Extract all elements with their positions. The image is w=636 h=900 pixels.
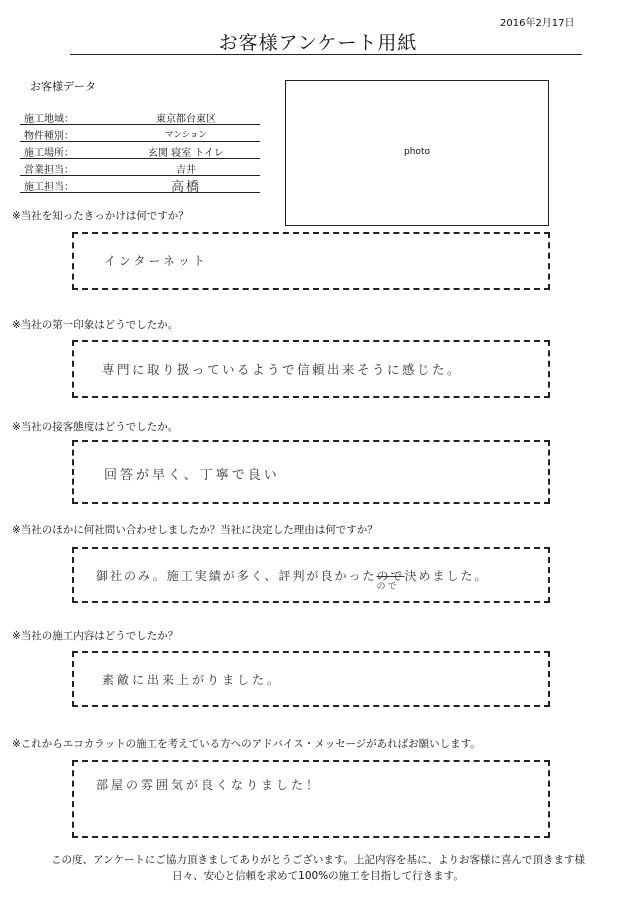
answer-4-main: 御社のみ。施工実績が多く、評判が良かった [96,569,377,583]
row-label: 施工地域： [24,114,74,125]
row-value: 吉井 [176,165,196,176]
row-label: 物件種別： [24,131,74,142]
page-title: お客様アンケート用紙 [218,32,418,54]
customer-row-property-type [20,125,260,142]
title-underline [70,54,582,55]
row-label: 営業担当： [24,165,74,176]
footer-line-2: 日々、安心と信頼を求めて100%の施工を目指して行きます。 [172,870,464,882]
answer-box-1 [72,232,550,290]
question-3: ※当社の接客態度はどうでしたか。 [12,421,179,433]
question-4: ※当社のほかに何社問い合わせしましたか？当社に決定した理由は何ですか？ [12,524,378,536]
row-value: 高橋 [170,180,201,195]
answer-4-struck: ので [376,569,405,583]
question-5: ※当社の施工内容はどうでしたか？ [12,630,179,642]
answer-4 [96,567,489,592]
answer-box-3 [72,440,550,504]
row-value: マンション [164,130,208,140]
row-label: 施工場所： [24,148,74,159]
survey-date: 2016年2月17日 [500,18,575,29]
row-value: 玄関 寝室 トイレ [148,148,224,159]
question-1: ※当社を知ったきっかけは何ですか？ [12,210,189,222]
question-2: ※当社の第一印象はどうでしたか。 [12,319,179,331]
answer-box-2 [72,340,550,398]
answer-box-5 [72,651,550,707]
answer-5: 素敵に出来上がりました。 [102,673,283,687]
question-6: ※これからエコカラットの施工を考えている方へのアドバイス・メッセージがあればお願いします。 [12,738,481,750]
row-label: 施工担当： [24,182,74,193]
photo-label: photo [404,147,430,157]
answer-4-tail: 決めました。 [404,569,489,583]
customer-row-area [20,108,260,125]
customer-row-location [20,142,260,159]
customer-row-installer [20,176,260,193]
answer-box-6 [72,760,550,838]
answer-box-4 [72,547,550,603]
customer-data-heading: お客様データ [30,80,96,93]
answer-2: 専門に取り扱っているようで信頼出来そうに感じた。 [102,362,463,377]
answer-1: インターネット [104,254,208,268]
answer-6: 部屋の雰囲気が良くなりました！ [96,778,322,792]
row-value: 東京都台東区 [156,114,216,125]
answer-3: 回答が早く、丁寧で良い [104,468,280,483]
footer-line-1: この度、アンケートにご協力頂きましてありがとうございます。上記内容を基に、よりお客様に喜んで頂きます様 [50,854,586,866]
customer-row-sales-rep [20,159,260,176]
answer-4-insert: ので [376,582,399,592]
